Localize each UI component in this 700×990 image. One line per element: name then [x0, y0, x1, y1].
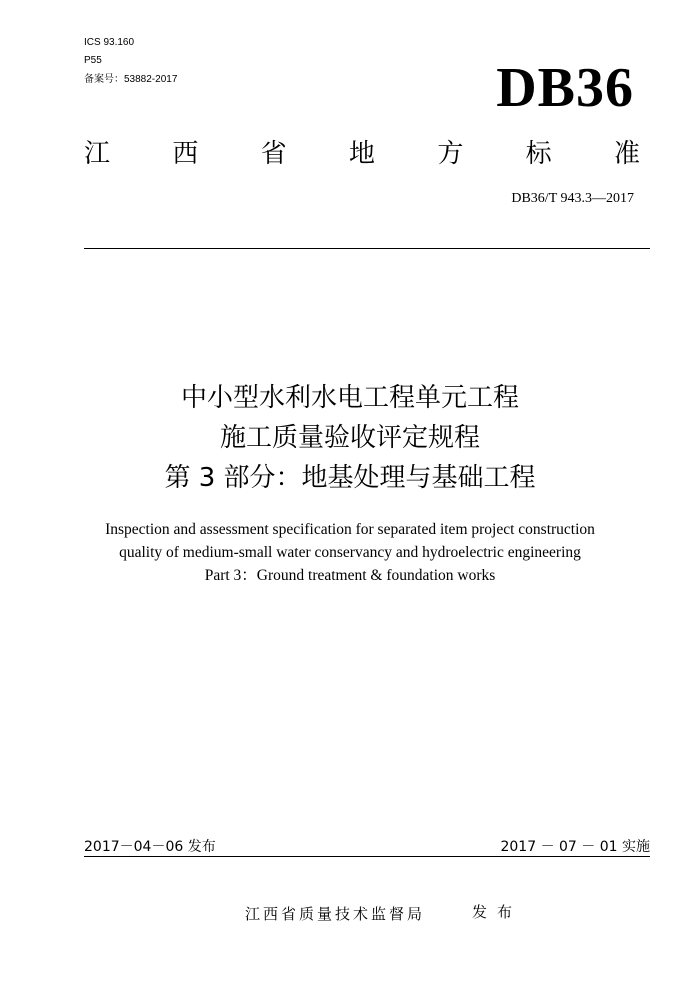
standard-type-char: 西 [172, 139, 199, 169]
standard-type-char: 方 [437, 139, 464, 169]
chinese-title-line-2: 施工质量验收评定规程 [219, 423, 480, 453]
chinese-title-line-1: 中小型水利水电工程单元工程 [180, 383, 519, 413]
db36-logo: DB36 [496, 57, 634, 119]
standard-type-char: 省 [260, 139, 287, 169]
english-title-line-3: Part 3：Ground treatment & foundation works [204, 567, 496, 584]
chinese-title-line-3: 第 3 部分：地基处理与基础工程 [164, 463, 536, 493]
footer-divider [84, 856, 650, 857]
standard-type-char: 标 [525, 139, 552, 169]
issue-label: 发布 [472, 903, 523, 921]
ccs-code: P55 [84, 55, 102, 66]
header-divider [84, 248, 650, 249]
issue-date: 2017－04－06 发布 [84, 839, 216, 855]
standard-type-char: 地 [348, 139, 375, 169]
issuing-authority: 江西省质量技术监督局 [245, 905, 426, 923]
standard-type-char: 江 [84, 139, 111, 169]
standard-type [84, 138, 640, 170]
ics-code: ICS 93.160 [84, 37, 135, 48]
standard-code: DB36/T 943.3—2017 [511, 191, 634, 206]
english-title-line-2: quality of medium-small water conservancy and hydroelectric engineering [119, 544, 581, 561]
record-number: 备案号：53882-2017 [84, 74, 178, 85]
implementation-date: 2017 － 07 － 01 实施 [500, 839, 650, 855]
english-title-line-1: Inspection and assessment specification for separated item project construction [105, 521, 595, 538]
standard-type-char: 准 [613, 139, 640, 169]
